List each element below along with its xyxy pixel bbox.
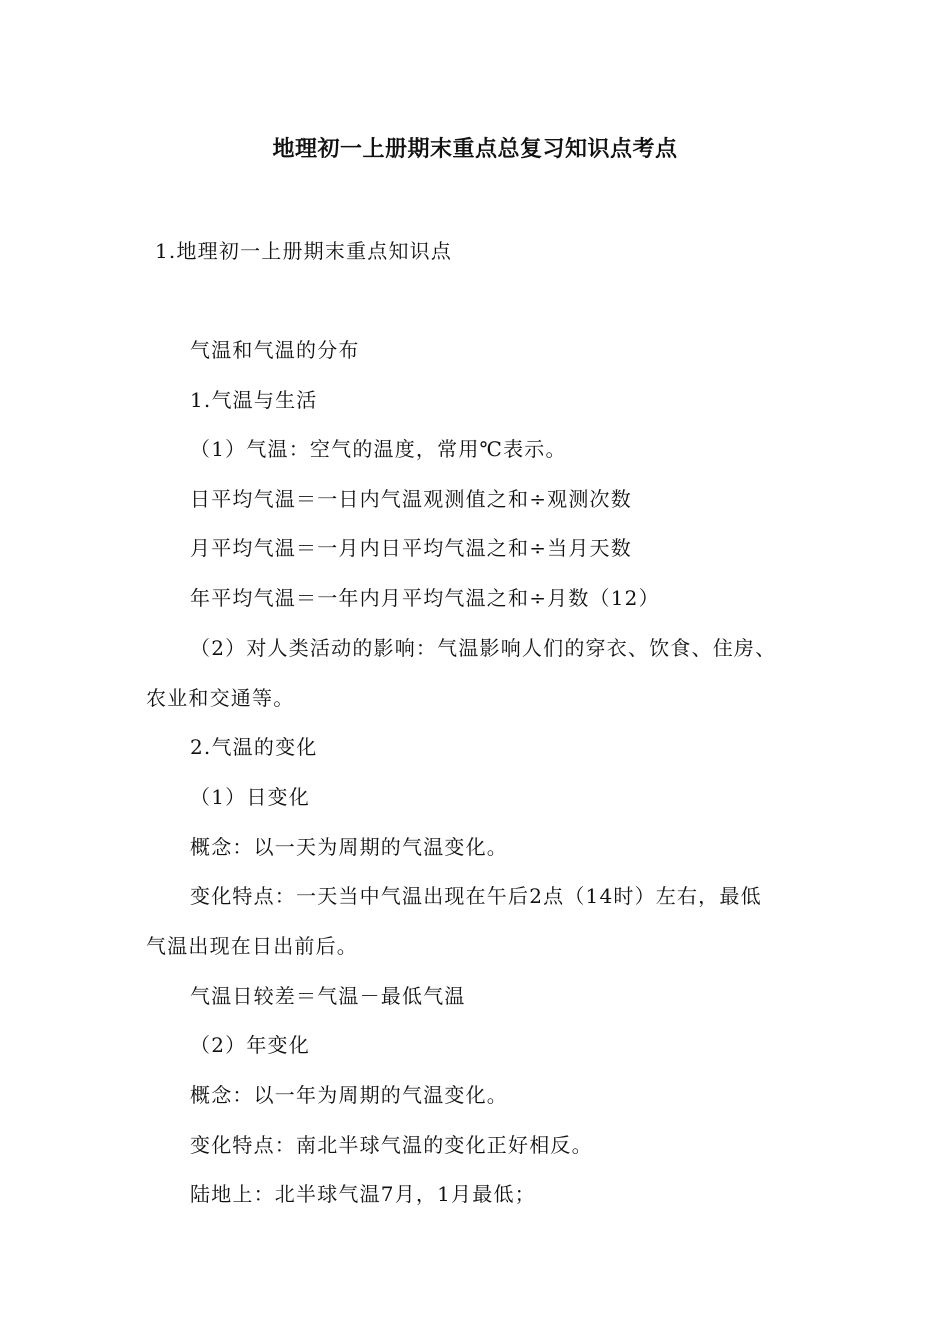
paragraph-line: （2）对人类活动的影响：气温影响人们的穿衣、饮食、住房、	[190, 636, 777, 660]
paragraph-line: 月平均气温＝一月内日平均气温之和÷当月天数	[190, 536, 632, 560]
paragraph-line: 1.气温与生活	[190, 388, 318, 412]
paragraph-line: （2）年变化	[190, 1033, 310, 1057]
paragraph-line: 陆地上：北半球气温7月，1月最低；	[190, 1182, 536, 1206]
paragraph-line: 气温和气温的分布	[190, 338, 360, 362]
paragraph-line: （1）气温：空气的温度，常用℃表示。	[190, 437, 567, 461]
paragraph-line: 概念：以一天为周期的气温变化。	[190, 835, 508, 859]
document-title: 地理初一上册期末重点总复习知识点考点	[272, 137, 678, 162]
paragraph-line: 年平均气温＝一年内月平均气温之和÷月数（12）	[190, 586, 660, 610]
paragraph-line: 2.气温的变化	[190, 735, 318, 759]
paragraph-line: （1）日变化	[190, 785, 310, 809]
paragraph-line: 变化特点：一天当中气温出现在午后2点（14时）左右，最低	[190, 884, 762, 908]
paragraph-line: 日平均气温＝一日内气温观测值之和÷观测次数	[190, 487, 632, 511]
paragraph-line: 变化特点：南北半球气温的变化正好相反。	[190, 1133, 593, 1157]
paragraph-line-continued: 气温出现在日出前后。	[146, 934, 358, 958]
paragraph-line-continued: 农业和交通等。	[146, 686, 295, 710]
paragraph-line: 气温日较差＝气温－最低气温	[190, 984, 466, 1008]
section-heading: 1.地理初一上册期末重点知识点	[155, 239, 453, 263]
paragraph-line: 概念：以一年为周期的气温变化。	[190, 1083, 508, 1107]
